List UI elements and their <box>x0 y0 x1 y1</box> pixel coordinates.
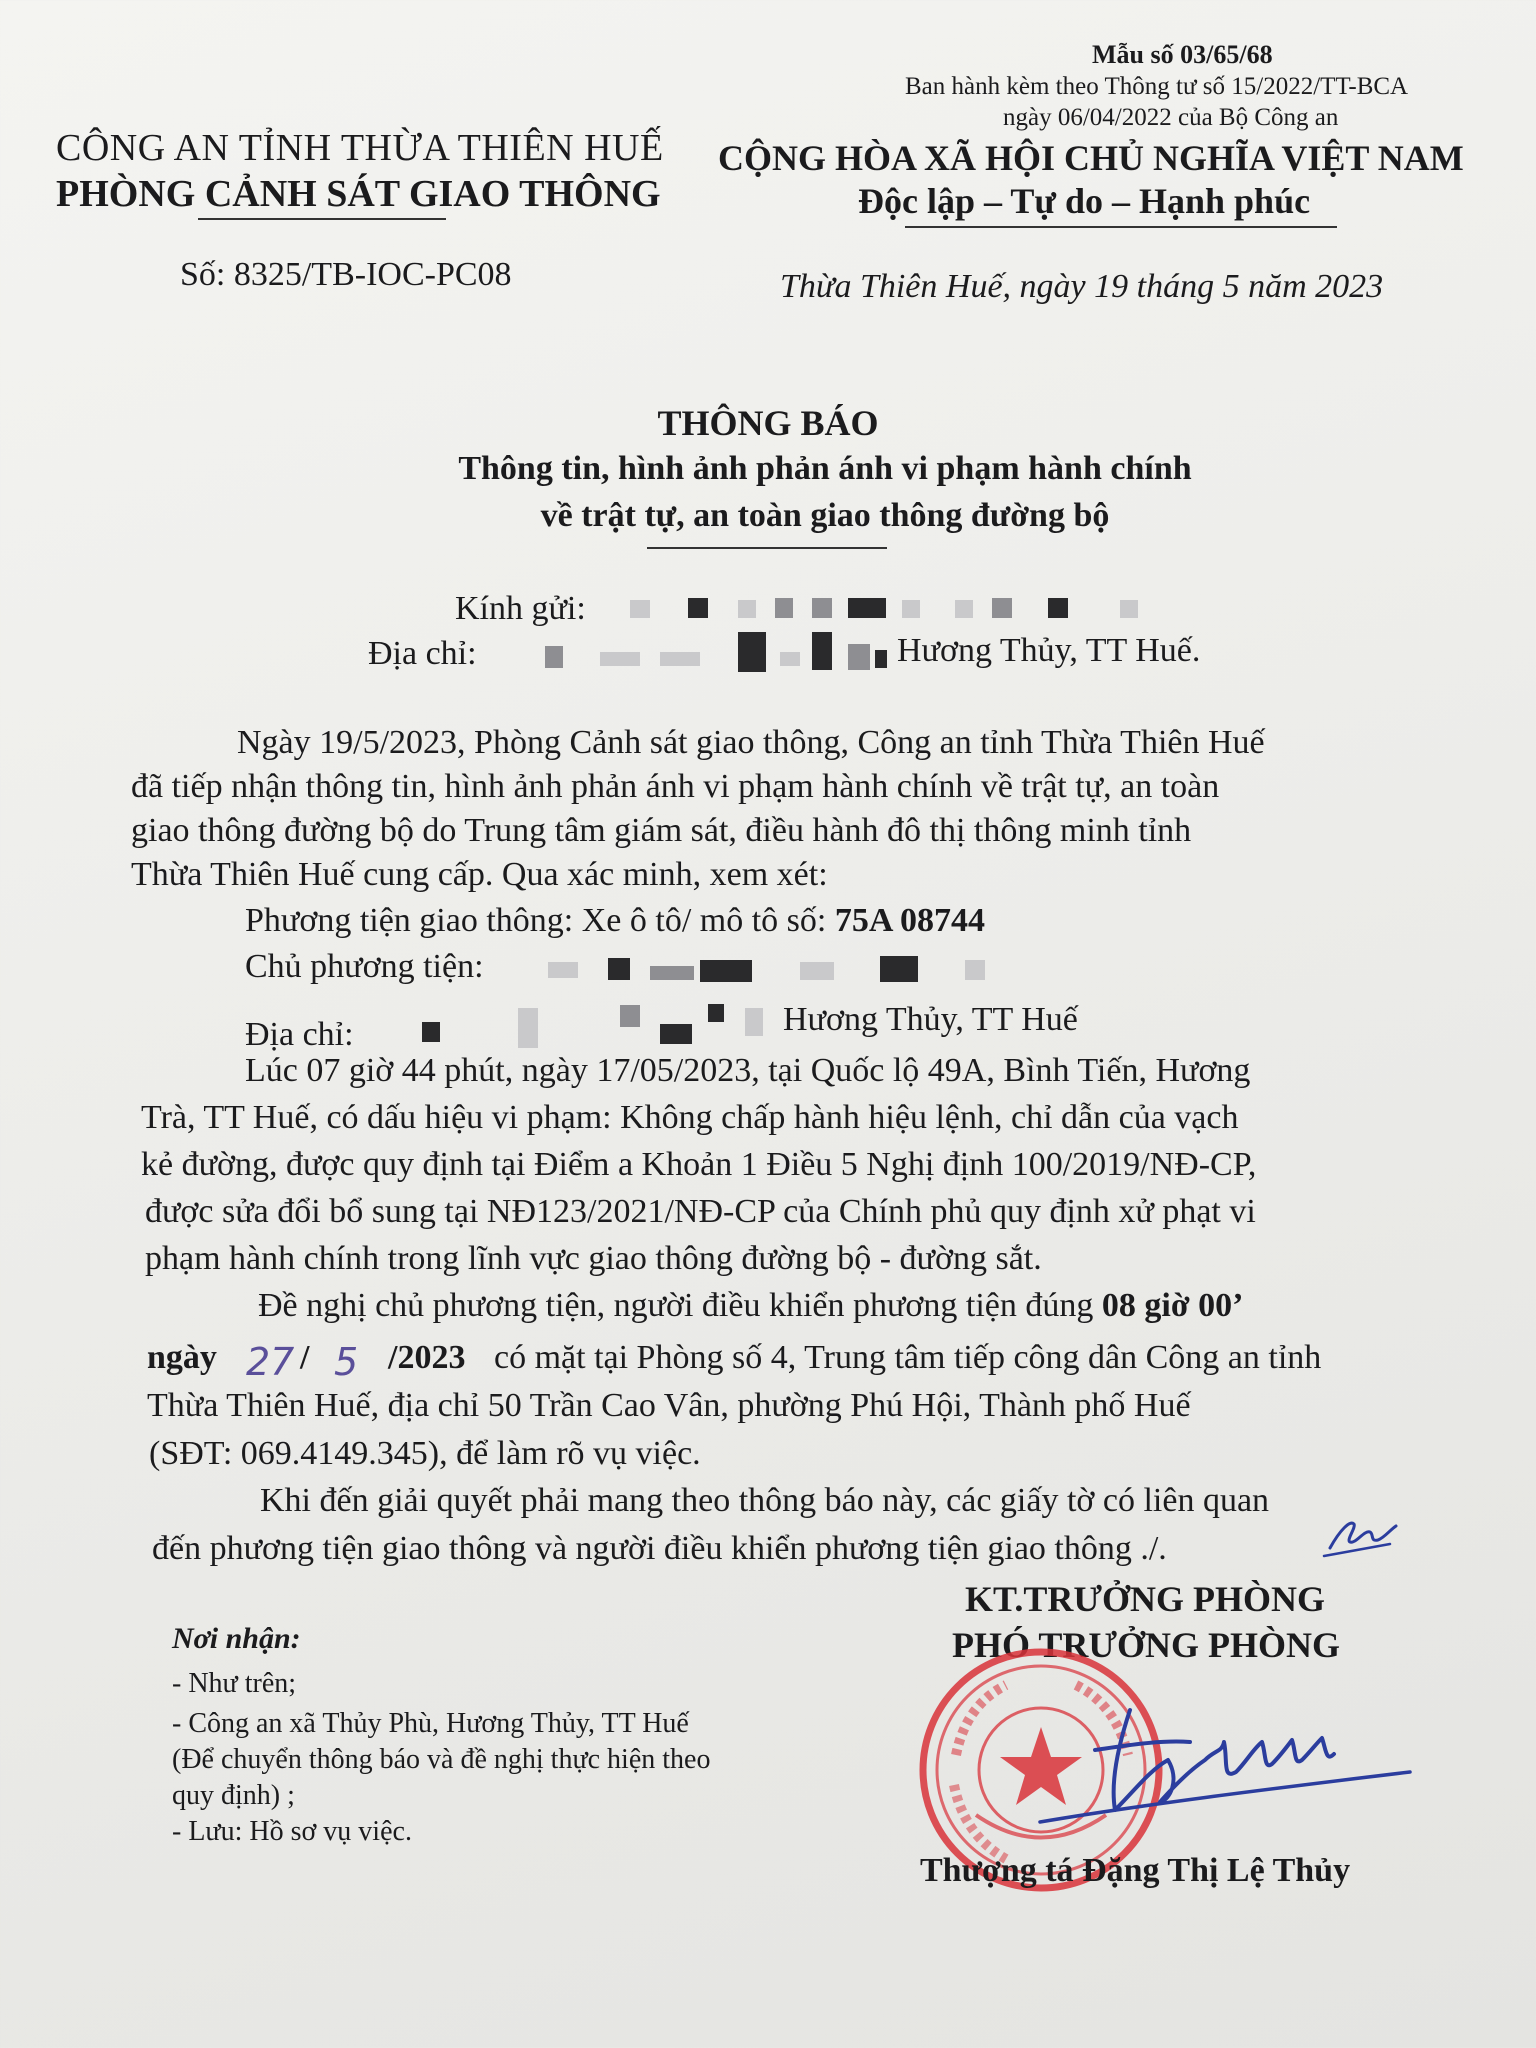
summons-time: 08 giờ 00’ <box>1101 1287 1244 1324</box>
paragraph-3-line-4: (SĐT: 069.4149.345), để làm rõ vụ việc. <box>149 1435 701 1472</box>
paragraph-2-line-2: Trà, TT Huế, có dấu hiệu vi phạm: Không chấp hành hiệu lệnh, chỉ dẫn của vạch <box>141 1099 1239 1136</box>
recipient-item: - Công an xã Thủy Phù, Hương Thủy, TT Huế <box>172 1708 689 1739</box>
handwritten-signature <box>1000 1690 1420 1830</box>
recipients-title: Nơi nhận: <box>172 1622 301 1655</box>
document-number: Số: 8325/TB-IOC-PC08 <box>180 256 512 293</box>
recipient-item: quy định) ; <box>172 1780 295 1811</box>
handwritten-day: 27 <box>246 1340 295 1384</box>
initial-mark <box>1320 1500 1400 1560</box>
national-motto: Độc lập – Tự do – Hạnh phúc <box>858 181 1311 221</box>
summons-day-label: ngày <box>147 1339 217 1376</box>
addressee-label: Kính gửi: <box>455 590 586 627</box>
paragraph-1-line-1: Ngày 19/5/2023, Phòng Cảnh sát giao thông, Công an tỉnh Thừa Thiên Huế <box>237 724 1265 761</box>
owner-label: Chủ phương tiện: <box>245 948 484 985</box>
paragraph-3-line-3: Thừa Thiên Huế, địa chỉ 50 Trần Cao Vân, phường Phú Hội, Thành phố Huế <box>147 1387 1191 1424</box>
form-issued-date: ngày 06/04/2022 của Bộ Công an <box>1003 104 1339 131</box>
date-separator: / <box>300 1339 310 1376</box>
signature-authority: KT.TRƯỞNG PHÒNG <box>965 1579 1325 1619</box>
document-title: THÔNG BÁO <box>657 403 879 443</box>
paragraph-1-line-3: giao thông đường bộ do Trung tâm giám sát, điều hành đô thị thông minh tỉnh <box>131 812 1192 849</box>
owner-address-label: Địa chỉ: <box>245 1016 354 1053</box>
place-date: Thừa Thiên Huế, ngày 19 tháng 5 năm 2023 <box>780 268 1384 305</box>
form-code: Mẫu số 03/65/68 <box>1092 40 1273 69</box>
vehicle-label: Phương tiện giao thông: Xe ô tô/ mô tô số: <box>245 902 827 939</box>
signatory-name: Thượng tá Đặng Thị Lệ Thủy <box>920 1852 1351 1889</box>
motto-underline <box>905 226 1337 228</box>
address-suffix: Hương Thủy, TT Huế. <box>897 632 1201 669</box>
document-subtitle-2: về trật tự, an toàn giao thông đường bộ <box>540 497 1110 534</box>
agency-underline <box>198 218 446 220</box>
paragraph-3-line-2: có mặt tại Phòng số 4, Trung tâm tiếp công dân Công an tỉnh <box>494 1339 1322 1376</box>
document-subtitle-1: Thông tin, hình ảnh phản ánh vi phạm hành chính <box>458 450 1192 487</box>
summons-year: /2023 <box>388 1339 466 1376</box>
country-name: CỘNG HÒA XÃ HỘI CHỦ NGHĨA VIỆT NAM <box>718 138 1464 178</box>
paragraph-1-line-2: đã tiếp nhận thông tin, hình ảnh phản ánh vi phạm hành chính về trật tự, an toàn <box>131 768 1220 805</box>
signatory-role: PHÓ TRƯỞNG PHÒNG <box>952 1625 1341 1665</box>
paragraph-4-line-1: Khi đến giải quyết phải mang theo thông báo này, các giấy tờ có liên quan <box>260 1482 1270 1519</box>
agency-name: PHÒNG CẢNH SÁT GIAO THÔNG <box>56 173 661 215</box>
license-plate: 75A 08744 <box>834 902 986 939</box>
address-label: Địa chỉ: <box>368 635 477 672</box>
paragraph-4-line-2: đến phương tiện giao thông và người điều khiển phương tiện giao thông ./. <box>152 1530 1167 1567</box>
summons-text: Đề nghị chủ phương tiện, người điều khiển phương tiện đúng <box>258 1287 1102 1324</box>
form-issued-by: Ban hành kèm theo Thông tư số 15/2022/TT-BCA <box>905 73 1409 100</box>
recipient-item: - Lưu: Hồ sơ vụ việc. <box>172 1816 412 1847</box>
recipient-item: (Để chuyển thông báo và đề nghị thực hiện theo <box>172 1744 711 1775</box>
vehicle-info <box>245 898 985 943</box>
agency-parent: CÔNG AN TỈNH THỪA THIÊN HUẾ <box>56 127 664 169</box>
paragraph-3-line-1 <box>258 1283 1244 1328</box>
recipient-item: - Như trên; <box>172 1668 297 1699</box>
owner-address-suffix: Hương Thủy, TT Huế <box>783 1001 1078 1038</box>
paragraph-2-line-1: Lúc 07 giờ 44 phút, ngày 17/05/2023, tại Quốc lộ 49A, Bình Tiến, Hương <box>245 1052 1251 1089</box>
title-underline <box>647 547 887 549</box>
handwritten-month: 5 <box>334 1340 359 1384</box>
paragraph-2-line-3: kẻ đường, được quy định tại Điểm a Khoản 1 Điều 5 Nghị định 100/2019/NĐ-CP, <box>141 1146 1257 1183</box>
paragraph-1-line-4: Thừa Thiên Huế cung cấp. Qua xác minh, xem xét: <box>131 856 828 893</box>
paragraph-2-line-4: được sửa đổi bổ sung tại NĐ123/2021/NĐ-CP của Chính phủ quy định xử phạt vi <box>145 1193 1256 1230</box>
paragraph-2-line-5: phạm hành chính trong lĩnh vực giao thông đường bộ - đường sắt. <box>145 1240 1042 1277</box>
